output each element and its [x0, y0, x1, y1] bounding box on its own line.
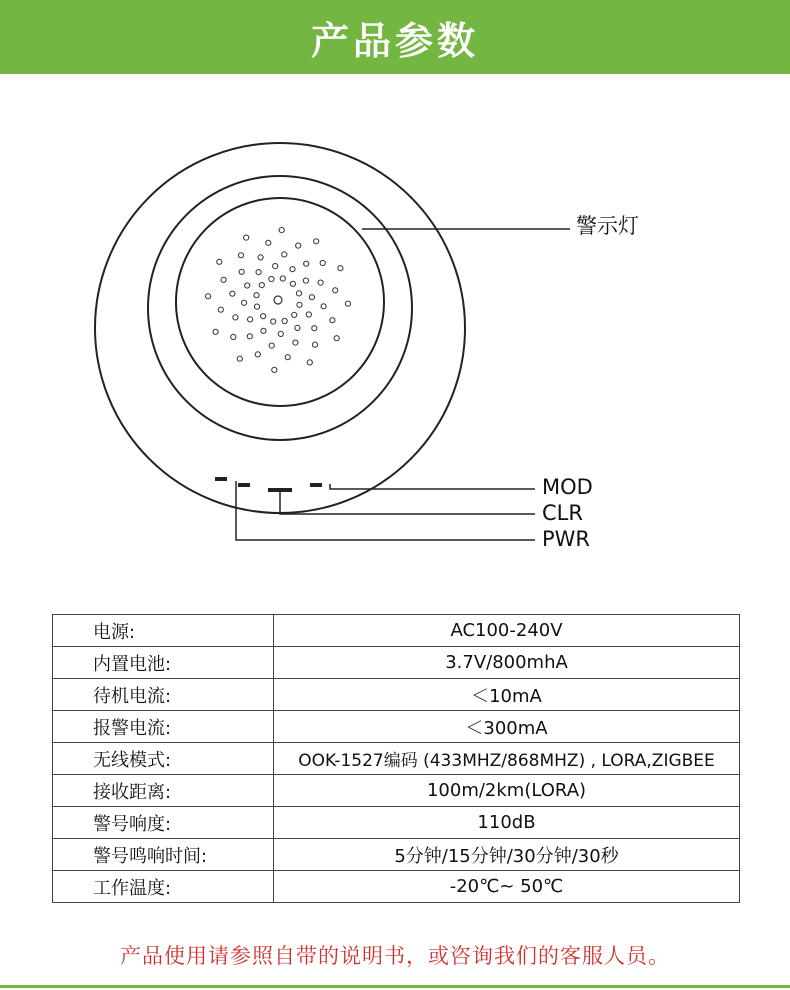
speaker-hole — [304, 261, 309, 266]
speaker-hole — [314, 239, 319, 244]
speaker-hole — [321, 304, 326, 309]
speaker-hole — [255, 352, 260, 357]
speaker-hole — [254, 304, 259, 309]
speaker-hole — [297, 302, 302, 307]
table-row — [53, 743, 740, 775]
pwr-button[interactable] — [215, 477, 227, 481]
speaker-hole — [266, 240, 271, 245]
spec-table — [52, 614, 740, 903]
speaker-hole — [290, 281, 295, 286]
spec-value: -20℃~ 50℃ — [274, 871, 740, 903]
speaker-hole — [217, 259, 222, 264]
speaker-hole — [282, 252, 287, 257]
spec-key: 待机电流: — [53, 679, 274, 711]
speaker-hole — [306, 312, 311, 317]
speaker-hole — [244, 235, 249, 240]
table-row — [53, 775, 740, 807]
spec-value: AC100-240V — [274, 615, 740, 647]
spec-key: 警号响度: — [53, 807, 274, 839]
speaker-hole — [278, 331, 283, 336]
spec-value: OOK-1527编码 (433MHZ/868MHZ) , LORA,ZIGBEE — [274, 743, 740, 775]
siren-drawing — [0, 74, 790, 594]
speaker-hole — [274, 296, 282, 304]
speaker-hole — [296, 243, 301, 248]
speaker-hole — [231, 334, 236, 339]
speaker-hole — [206, 294, 211, 299]
spec-key: 警号鸣响时间: — [53, 839, 274, 871]
clr-label: CLR — [542, 501, 583, 525]
speaker-hole — [242, 300, 247, 305]
speaker-hole — [230, 291, 235, 296]
mod-label: MOD — [542, 475, 593, 499]
spec-key: 无线模式: — [53, 743, 274, 775]
warning-light-ring — [148, 176, 412, 440]
speaker-hole — [218, 307, 223, 312]
speaker-hole — [345, 301, 350, 306]
mod-leader — [330, 484, 535, 489]
page-title: 产品参数 — [310, 18, 479, 63]
speaker-hole — [247, 334, 252, 339]
speaker-hole — [248, 317, 253, 322]
speaker-hole — [258, 255, 263, 260]
spec-value: 5分钟/15分钟/30分钟/30秒 — [274, 839, 740, 871]
speaker-hole — [245, 283, 250, 288]
speaker-hole — [213, 329, 218, 334]
table-row — [53, 647, 740, 679]
speaker-hole — [309, 295, 314, 300]
table-row — [53, 839, 740, 871]
header-banner — [0, 0, 790, 74]
speaker-hole — [318, 280, 323, 285]
spec-key: 内置电池: — [53, 647, 274, 679]
speaker-hole — [237, 356, 242, 361]
speaker-hole — [256, 270, 261, 275]
spec-value: ＜300mA — [274, 711, 740, 743]
spec-value: 3.7V/800mhA — [274, 647, 740, 679]
speaker-hole — [259, 283, 264, 288]
table-row — [53, 679, 740, 711]
warning-light-label: 警示灯 — [576, 214, 639, 238]
speaker-hole — [261, 328, 266, 333]
speaker-hole — [296, 291, 301, 296]
speaker-hole — [221, 277, 226, 282]
speaker-hole — [303, 278, 308, 283]
speaker-grille-ring — [176, 198, 384, 406]
clr-leader — [280, 492, 535, 514]
speaker-hole — [279, 228, 284, 233]
speaker-hole — [295, 325, 300, 330]
speaker-hole — [312, 342, 317, 347]
clr-button[interactable] — [268, 488, 292, 492]
product-diagram — [0, 74, 790, 594]
pwr-label: PWR — [542, 527, 591, 551]
speaker-hole — [271, 319, 276, 324]
mod-button[interactable] — [310, 483, 322, 487]
pwr-notch — [238, 483, 250, 487]
speaker-hole — [293, 340, 298, 345]
speaker-hole — [239, 269, 244, 274]
speaker-hole — [233, 315, 238, 320]
table-row — [53, 711, 740, 743]
speaker-hole — [333, 288, 338, 293]
speaker-holes — [206, 228, 351, 373]
table-row — [53, 871, 740, 903]
speaker-hole — [312, 326, 317, 331]
speaker-hole — [269, 276, 274, 281]
spec-key: 报警电流: — [53, 711, 274, 743]
speaker-hole — [282, 318, 287, 323]
spec-key: 接收距离: — [53, 775, 274, 807]
speaker-hole — [320, 260, 325, 265]
speaker-hole — [334, 336, 339, 341]
spec-key: 工作温度: — [53, 871, 274, 903]
speaker-hole — [290, 267, 295, 272]
table-row — [53, 807, 740, 839]
speaker-hole — [261, 314, 266, 319]
speaker-hole — [273, 264, 278, 269]
bottom-divider — [0, 985, 790, 988]
speaker-hole — [307, 360, 312, 365]
spec-value: ＜10mA — [274, 679, 740, 711]
speaker-hole — [269, 343, 274, 348]
speaker-hole — [285, 355, 290, 360]
speaker-hole — [338, 266, 343, 271]
spec-value: 100m/2km(LORA) — [274, 775, 740, 807]
speaker-hole — [292, 312, 297, 317]
speaker-hole — [280, 276, 285, 281]
footer-note: 产品使用请参照自带的说明书，或咨询我们的客服人员。 — [120, 944, 670, 968]
speaker-hole — [330, 318, 335, 323]
speaker-hole — [272, 367, 277, 372]
table-row — [53, 615, 740, 647]
speaker-hole — [254, 293, 259, 298]
spec-key: 电源: — [53, 615, 274, 647]
spec-value: 110dB — [274, 807, 740, 839]
speaker-hole — [238, 253, 243, 258]
